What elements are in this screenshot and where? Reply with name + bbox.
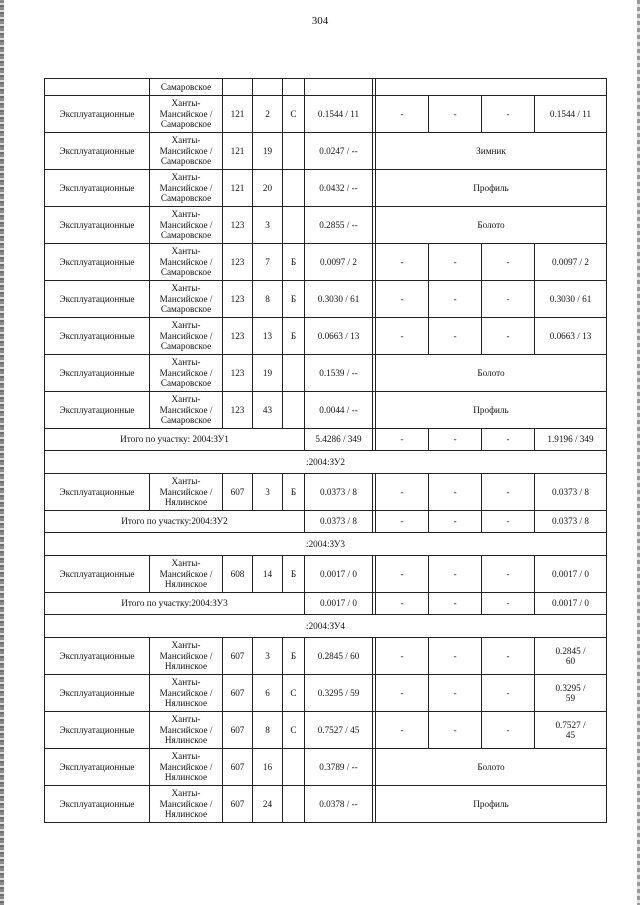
category-cell: Б <box>283 318 305 355</box>
municipality-cell-line: Ханты- <box>171 394 201 405</box>
municipality-cell: Самаровское <box>150 79 223 96</box>
total-cell: 0.1544 / 11 <box>535 96 607 133</box>
category-cell: Б <box>283 281 305 318</box>
kvartal-cell: 607 <box>223 712 253 749</box>
municipality-cell-line: Нялинское <box>164 497 208 508</box>
subtotal-value-1: - <box>376 429 429 451</box>
municipality-cell-line: Ханты- <box>171 98 201 109</box>
forest-category-cell: Эксплуатационные <box>45 474 150 511</box>
municipality-cell-line: Мансийское / <box>159 256 213 267</box>
municipality-cell-line: Самаровское <box>160 156 212 167</box>
municipality-cell-line: Мансийское / <box>159 293 213 304</box>
municipality-cell-line: Самаровское <box>160 267 212 278</box>
value-cell-1: - <box>376 474 429 511</box>
value-cell-1: - <box>376 318 429 355</box>
total-cell-line: 0.3295 / <box>555 682 586 693</box>
land-type-cell: Профиль <box>376 170 607 207</box>
table-row <box>45 638 607 675</box>
municipality-cell-line: Мансийское / <box>159 367 213 378</box>
category-cell <box>283 749 305 786</box>
subtotal-label: Итого по участку: 2004:ЗУ1 <box>45 429 305 451</box>
subtotal-total: 1.9196 / 349 <box>535 429 607 451</box>
category-cell <box>283 133 305 170</box>
forest-category-cell: Эксплуатационные <box>45 556 150 593</box>
forest-category-cell: Эксплуатационные <box>45 749 150 786</box>
category-cell: Б <box>283 556 305 593</box>
section-header-row <box>45 615 607 638</box>
municipality-cell-line: Мансийское / <box>159 724 213 735</box>
kvartal-cell: 123 <box>223 244 253 281</box>
forest-category-cell: Эксплуатационные <box>45 281 150 318</box>
area-cell: 0.0663 / 13 <box>305 318 373 355</box>
value-cell-1: - <box>376 675 429 712</box>
value-cell-3: - <box>482 474 535 511</box>
municipality-cell-line: Ханты- <box>171 788 201 799</box>
total-cell: 0.0373 / 8 <box>535 474 607 511</box>
kvartal-cell: 608 <box>223 556 253 593</box>
subtotal-row <box>45 511 607 533</box>
subtotal-value-2: - <box>429 429 482 451</box>
municipality-cell <box>150 207 223 244</box>
subtotal-value-1: - <box>376 511 429 533</box>
municipality-cell-line: Мансийское / <box>159 568 213 579</box>
municipality-cell-line: Нялинское <box>164 579 208 590</box>
forest-category-cell: Эксплуатационные <box>45 133 150 170</box>
total-cell: 0.0097 / 2 <box>535 244 607 281</box>
municipality-cell <box>150 133 223 170</box>
municipality-cell-line: Самаровское <box>160 119 212 130</box>
municipality-cell-line: Ханты- <box>171 677 201 688</box>
category-cell <box>283 355 305 392</box>
land-type-cell: Болото <box>376 207 607 244</box>
land-type-cell <box>376 79 607 96</box>
municipality-cell-line: Ханты- <box>171 246 201 257</box>
area-cell: 0.0373 / 8 <box>305 474 373 511</box>
municipality-cell-line: Ханты- <box>171 283 201 294</box>
forest-category-cell: Эксплуатационные <box>45 355 150 392</box>
area-cell: 0.2845 / 60 <box>305 638 373 675</box>
municipality-cell-line: Мансийское / <box>159 219 213 230</box>
area-cell: 0.3030 / 61 <box>305 281 373 318</box>
total-cell-line: 0.2845 / <box>555 645 586 656</box>
value-cell-3: - <box>482 318 535 355</box>
total-cell <box>535 712 607 749</box>
municipality-cell-line: Ханты- <box>171 640 201 651</box>
kvartal-cell: 121 <box>223 96 253 133</box>
page-number: 304 <box>311 15 329 27</box>
category-cell <box>283 207 305 244</box>
value-cell-3: - <box>482 638 535 675</box>
land-type-cell: Болото <box>376 749 607 786</box>
area-cell: 0.1544 / 11 <box>305 96 373 133</box>
area-cell: 0.0017 / 0 <box>305 556 373 593</box>
forest-category-cell: Эксплуатационные <box>45 244 150 281</box>
municipality-cell-line: Ханты- <box>171 714 201 725</box>
value-cell-2: - <box>429 96 482 133</box>
scan-edge-left <box>0 0 4 905</box>
kvartal-cell: 123 <box>223 318 253 355</box>
kvartal-cell: 123 <box>223 392 253 429</box>
table-row <box>45 318 607 355</box>
category-cell: Б <box>283 638 305 675</box>
municipality-cell <box>150 170 223 207</box>
area-cell: 0.2855 / -- <box>305 207 373 244</box>
subtotal-value-2: - <box>429 593 482 615</box>
municipality-cell-line: Ханты- <box>171 476 201 487</box>
table-row <box>45 786 607 823</box>
municipality-cell <box>150 638 223 675</box>
municipality-cell-line: Самаровское <box>160 378 212 389</box>
vydel-cell: 16 <box>253 749 283 786</box>
table-row <box>45 96 607 133</box>
municipality-cell-line: Мансийское / <box>159 145 213 156</box>
forest-category-cell <box>45 79 150 96</box>
municipality-cell-line: Самаровское <box>160 341 212 352</box>
subtotal-value-3: - <box>482 429 535 451</box>
category-cell: Б <box>283 244 305 281</box>
municipality-cell <box>150 244 223 281</box>
total-cell <box>535 675 607 712</box>
municipality-cell <box>150 96 223 133</box>
value-cell-1: - <box>376 712 429 749</box>
municipality-cell <box>150 318 223 355</box>
forest-category-cell: Эксплуатационные <box>45 318 150 355</box>
municipality-cell-line: Самаровское <box>160 304 212 315</box>
municipality-cell-line: Ханты- <box>171 172 201 183</box>
municipality-cell-line: Ханты- <box>171 751 201 762</box>
vydel-cell: 6 <box>253 675 283 712</box>
total-cell: 0.0017 / 0 <box>535 556 607 593</box>
municipality-cell <box>150 281 223 318</box>
table-row <box>45 244 607 281</box>
municipality-cell-line: Самаровское <box>160 415 212 426</box>
value-cell-2: - <box>429 712 482 749</box>
municipality-cell <box>150 749 223 786</box>
section-title: :2004:ЗУ2 <box>45 451 607 474</box>
subtotal-area: 5.4286 / 349 <box>305 429 373 451</box>
table-row <box>45 170 607 207</box>
vydel-cell: 13 <box>253 318 283 355</box>
table-row <box>45 749 607 786</box>
land-type-cell: Болото <box>376 355 607 392</box>
value-cell-2: - <box>429 675 482 712</box>
kvartal-cell: 607 <box>223 474 253 511</box>
vydel-cell: 3 <box>253 638 283 675</box>
land-type-cell: Зимник <box>376 133 607 170</box>
vydel-cell: 19 <box>253 133 283 170</box>
subtotal-value-3: - <box>482 511 535 533</box>
table-row <box>45 355 607 392</box>
area-cell: 0.0432 / -- <box>305 170 373 207</box>
municipality-cell-line: Мансийское / <box>159 761 213 772</box>
vydel-cell: 24 <box>253 786 283 823</box>
subtotal-total: 0.0017 / 0 <box>535 593 607 615</box>
table-row <box>45 474 607 511</box>
vydel-cell <box>253 79 283 96</box>
municipality-cell-line: Мансийское / <box>159 182 213 193</box>
municipality-cell-line: Мансийское / <box>159 108 213 119</box>
municipality-cell-line: Нялинское <box>164 698 208 709</box>
value-cell-2: - <box>429 474 482 511</box>
municipality-cell <box>150 355 223 392</box>
forest-category-cell: Эксплуатационные <box>45 638 150 675</box>
municipality-cell-line: Нялинское <box>164 772 208 783</box>
subtotal-area: 0.0017 / 0 <box>305 593 373 615</box>
forest-plots-table <box>44 78 607 823</box>
section-header-row <box>45 451 607 474</box>
value-cell-3: - <box>482 556 535 593</box>
kvartal-cell: 121 <box>223 133 253 170</box>
category-cell: Б <box>283 474 305 511</box>
category-cell <box>283 392 305 429</box>
value-cell-2: - <box>429 244 482 281</box>
vydel-cell: 3 <box>253 207 283 244</box>
table-row-fragment <box>45 79 607 96</box>
forest-category-cell: Эксплуатационные <box>45 675 150 712</box>
value-cell-3: - <box>482 281 535 318</box>
value-cell-2: - <box>429 556 482 593</box>
municipality-cell-line: Ханты- <box>171 320 201 331</box>
municipality-cell-line: Ханты- <box>171 558 201 569</box>
area-cell: 0.0378 / -- <box>305 786 373 823</box>
forest-category-cell: Эксплуатационные <box>45 392 150 429</box>
value-cell-1: - <box>376 556 429 593</box>
table-row <box>45 207 607 244</box>
area-cell: 0.0044 / -- <box>305 392 373 429</box>
value-cell-1: - <box>376 96 429 133</box>
subtotal-total: 0.0373 / 8 <box>535 511 607 533</box>
kvartal-cell: 607 <box>223 675 253 712</box>
table-row <box>45 675 607 712</box>
kvartal-cell <box>223 79 253 96</box>
area-cell: 0.3789 / -- <box>305 749 373 786</box>
value-cell-2: - <box>429 281 482 318</box>
section-title: :2004:ЗУ4 <box>45 615 607 638</box>
subtotal-value-2: - <box>429 511 482 533</box>
municipality-cell-line: Мансийское / <box>159 687 213 698</box>
category-cell: С <box>283 712 305 749</box>
section-header-row <box>45 533 607 556</box>
value-cell-2: - <box>429 318 482 355</box>
total-cell: 0.0663 / 13 <box>535 318 607 355</box>
total-cell-line: 59 <box>565 693 576 703</box>
value-cell-1: - <box>376 638 429 675</box>
total-cell-line: 60 <box>565 656 576 666</box>
value-cell-1: - <box>376 244 429 281</box>
value-cell-3: - <box>482 712 535 749</box>
vydel-cell: 20 <box>253 170 283 207</box>
municipality-cell-line: Ханты- <box>171 209 201 220</box>
kvartal-cell: 123 <box>223 281 253 318</box>
vydel-cell: 8 <box>253 281 283 318</box>
value-cell-3: - <box>482 96 535 133</box>
municipality-cell-line: Ханты- <box>171 357 201 368</box>
table-row <box>45 712 607 749</box>
value-cell-3: - <box>482 675 535 712</box>
vydel-cell: 3 <box>253 474 283 511</box>
table-row <box>45 392 607 429</box>
category-cell <box>283 170 305 207</box>
area-cell: 0.3295 / 59 <box>305 675 373 712</box>
subtotal-label: Итого по участку:2004:ЗУ3 <box>45 593 305 615</box>
kvartal-cell: 121 <box>223 170 253 207</box>
subtotal-row <box>45 593 607 615</box>
forest-category-cell: Эксплуатационные <box>45 712 150 749</box>
municipality-cell-line: Мансийское / <box>159 330 213 341</box>
municipality-cell-line: Мансийское / <box>159 798 213 809</box>
section-title: :2004:ЗУ3 <box>45 533 607 556</box>
forest-category-cell: Эксплуатационные <box>45 170 150 207</box>
subtotal-value-3: - <box>482 593 535 615</box>
table-row <box>45 281 607 318</box>
land-type-cell: Профиль <box>376 392 607 429</box>
vydel-cell: 14 <box>253 556 283 593</box>
category-cell: С <box>283 675 305 712</box>
category-cell <box>283 79 305 96</box>
vydel-cell: 8 <box>253 712 283 749</box>
value-cell-3: - <box>482 244 535 281</box>
kvartal-cell: 607 <box>223 749 253 786</box>
total-cell-line: 45 <box>565 730 576 740</box>
vydel-cell: 7 <box>253 244 283 281</box>
subtotal-row <box>45 429 607 451</box>
land-type-cell: Профиль <box>376 786 607 823</box>
table-row <box>45 556 607 593</box>
kvartal-cell: 607 <box>223 786 253 823</box>
total-cell-line: 0.7527 / <box>555 719 586 730</box>
subtotal-value-1: - <box>376 593 429 615</box>
area-cell: 0.0247 / -- <box>305 133 373 170</box>
vydel-cell: 19 <box>253 355 283 392</box>
municipality-cell-line: Мансийское / <box>159 486 213 497</box>
municipality-cell <box>150 675 223 712</box>
total-cell <box>535 638 607 675</box>
area-cell: 0.0097 / 2 <box>305 244 373 281</box>
municipality-cell <box>150 712 223 749</box>
municipality-cell <box>150 786 223 823</box>
municipality-cell <box>150 474 223 511</box>
category-cell: С <box>283 96 305 133</box>
area-cell: 0.1539 / -- <box>305 355 373 392</box>
table-row <box>45 133 607 170</box>
forest-category-cell: Эксплуатационные <box>45 786 150 823</box>
municipality-cell-line: Нялинское <box>164 735 208 746</box>
municipality-cell-line: Мансийское / <box>159 404 213 415</box>
forest-category-cell: Эксплуатационные <box>45 207 150 244</box>
value-cell-2: - <box>429 638 482 675</box>
municipality-cell <box>150 556 223 593</box>
municipality-cell-line: Ханты- <box>171 135 201 146</box>
vydel-cell: 43 <box>253 392 283 429</box>
municipality-cell-line: Нялинское <box>164 661 208 672</box>
area-cell: 0.7527 / 45 <box>305 712 373 749</box>
subtotal-label: Итого по участку:2004:ЗУ2 <box>45 511 305 533</box>
forest-category-cell: Эксплуатационные <box>45 96 150 133</box>
municipality-cell-line: Самаровское <box>160 230 212 241</box>
subtotal-area: 0.0373 / 8 <box>305 511 373 533</box>
total-cell: 0.3030 / 61 <box>535 281 607 318</box>
kvartal-cell: 607 <box>223 638 253 675</box>
municipality-cell <box>150 392 223 429</box>
municipality-cell-line: Самаровское <box>160 193 212 204</box>
municipality-cell-line: Мансийское / <box>159 650 213 661</box>
area-cell <box>305 79 373 96</box>
value-cell-1: - <box>376 281 429 318</box>
vydel-cell: 2 <box>253 96 283 133</box>
kvartal-cell: 123 <box>223 355 253 392</box>
kvartal-cell: 123 <box>223 207 253 244</box>
municipality-cell-line: Нялинское <box>164 809 208 820</box>
category-cell <box>283 786 305 823</box>
